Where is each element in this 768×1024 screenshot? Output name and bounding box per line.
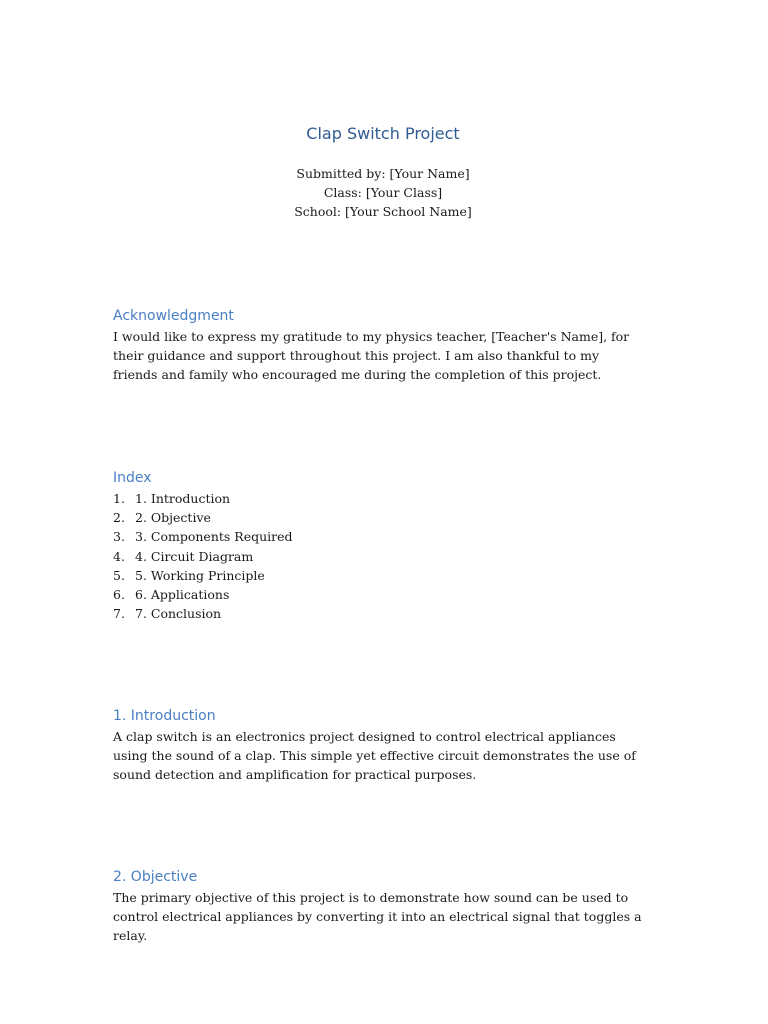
index-item-label: 5. Working Principle <box>135 567 265 583</box>
index-item-number: 3. <box>113 529 125 545</box>
acknowledgment-section <box>113 307 643 385</box>
document-title: Clap Switch Project <box>306 124 460 143</box>
index-item-number: 1. <box>113 491 125 506</box>
title-block <box>113 164 653 221</box>
index-item <box>113 566 643 585</box>
index-item <box>113 508 643 527</box>
index-item-label: 3. Components Required <box>135 529 293 545</box>
index-item-number: 4. <box>113 548 125 564</box>
index-item-number: 2. <box>113 510 125 526</box>
index-item <box>113 585 643 604</box>
school-line: School: [Your School Name] <box>294 204 472 219</box>
index-item-number: 5. <box>113 567 125 583</box>
index-item <box>113 489 643 508</box>
index-heading: Index <box>113 470 152 486</box>
index-item <box>113 527 643 546</box>
index-list <box>113 489 643 623</box>
introduction-heading: 1. Introduction <box>113 708 216 724</box>
objective-text: The primary objective of this project is to demonstrate how sound can be used to control electrical appliances by converting it into an electrical signal that toggles a relay. <box>113 890 642 944</box>
index-item-label: 1. Introduction <box>135 491 231 506</box>
objective-heading: 2. Objective <box>113 869 198 885</box>
index-item-label: 2. Objective <box>135 510 211 526</box>
index-item-label: 4. Circuit Diagram <box>135 548 254 564</box>
index-item-label: 6. Applications <box>135 587 230 603</box>
class-line: Class: [Your Class] <box>323 185 443 200</box>
objective-section <box>113 868 643 946</box>
index-item-number: 6. <box>113 587 125 603</box>
submitted-by-line: Submitted by: [Your Name] <box>296 166 470 181</box>
index-item-label: 7. Conclusion <box>135 606 222 622</box>
introduction-section <box>113 707 643 785</box>
acknowledgment-heading: Acknowledgment <box>113 308 234 324</box>
acknowledgment-text: I would like to express my gratitude to my physics teacher, [Teacher's Name], for their guidance and support throughout this project. I am also thankful to my friends and family who encouraged me during the completion of this project. <box>113 329 630 383</box>
index-item <box>113 604 643 623</box>
introduction-text: A clap switch is an electronics project designed to control electrical appliances using the sound of a clap. This simple yet effective circuit demonstrates the use of sound detection and amplification for practical purposes. <box>113 729 636 783</box>
index-section <box>113 469 643 623</box>
index-item <box>113 547 643 566</box>
index-item-number: 7. <box>113 606 125 622</box>
